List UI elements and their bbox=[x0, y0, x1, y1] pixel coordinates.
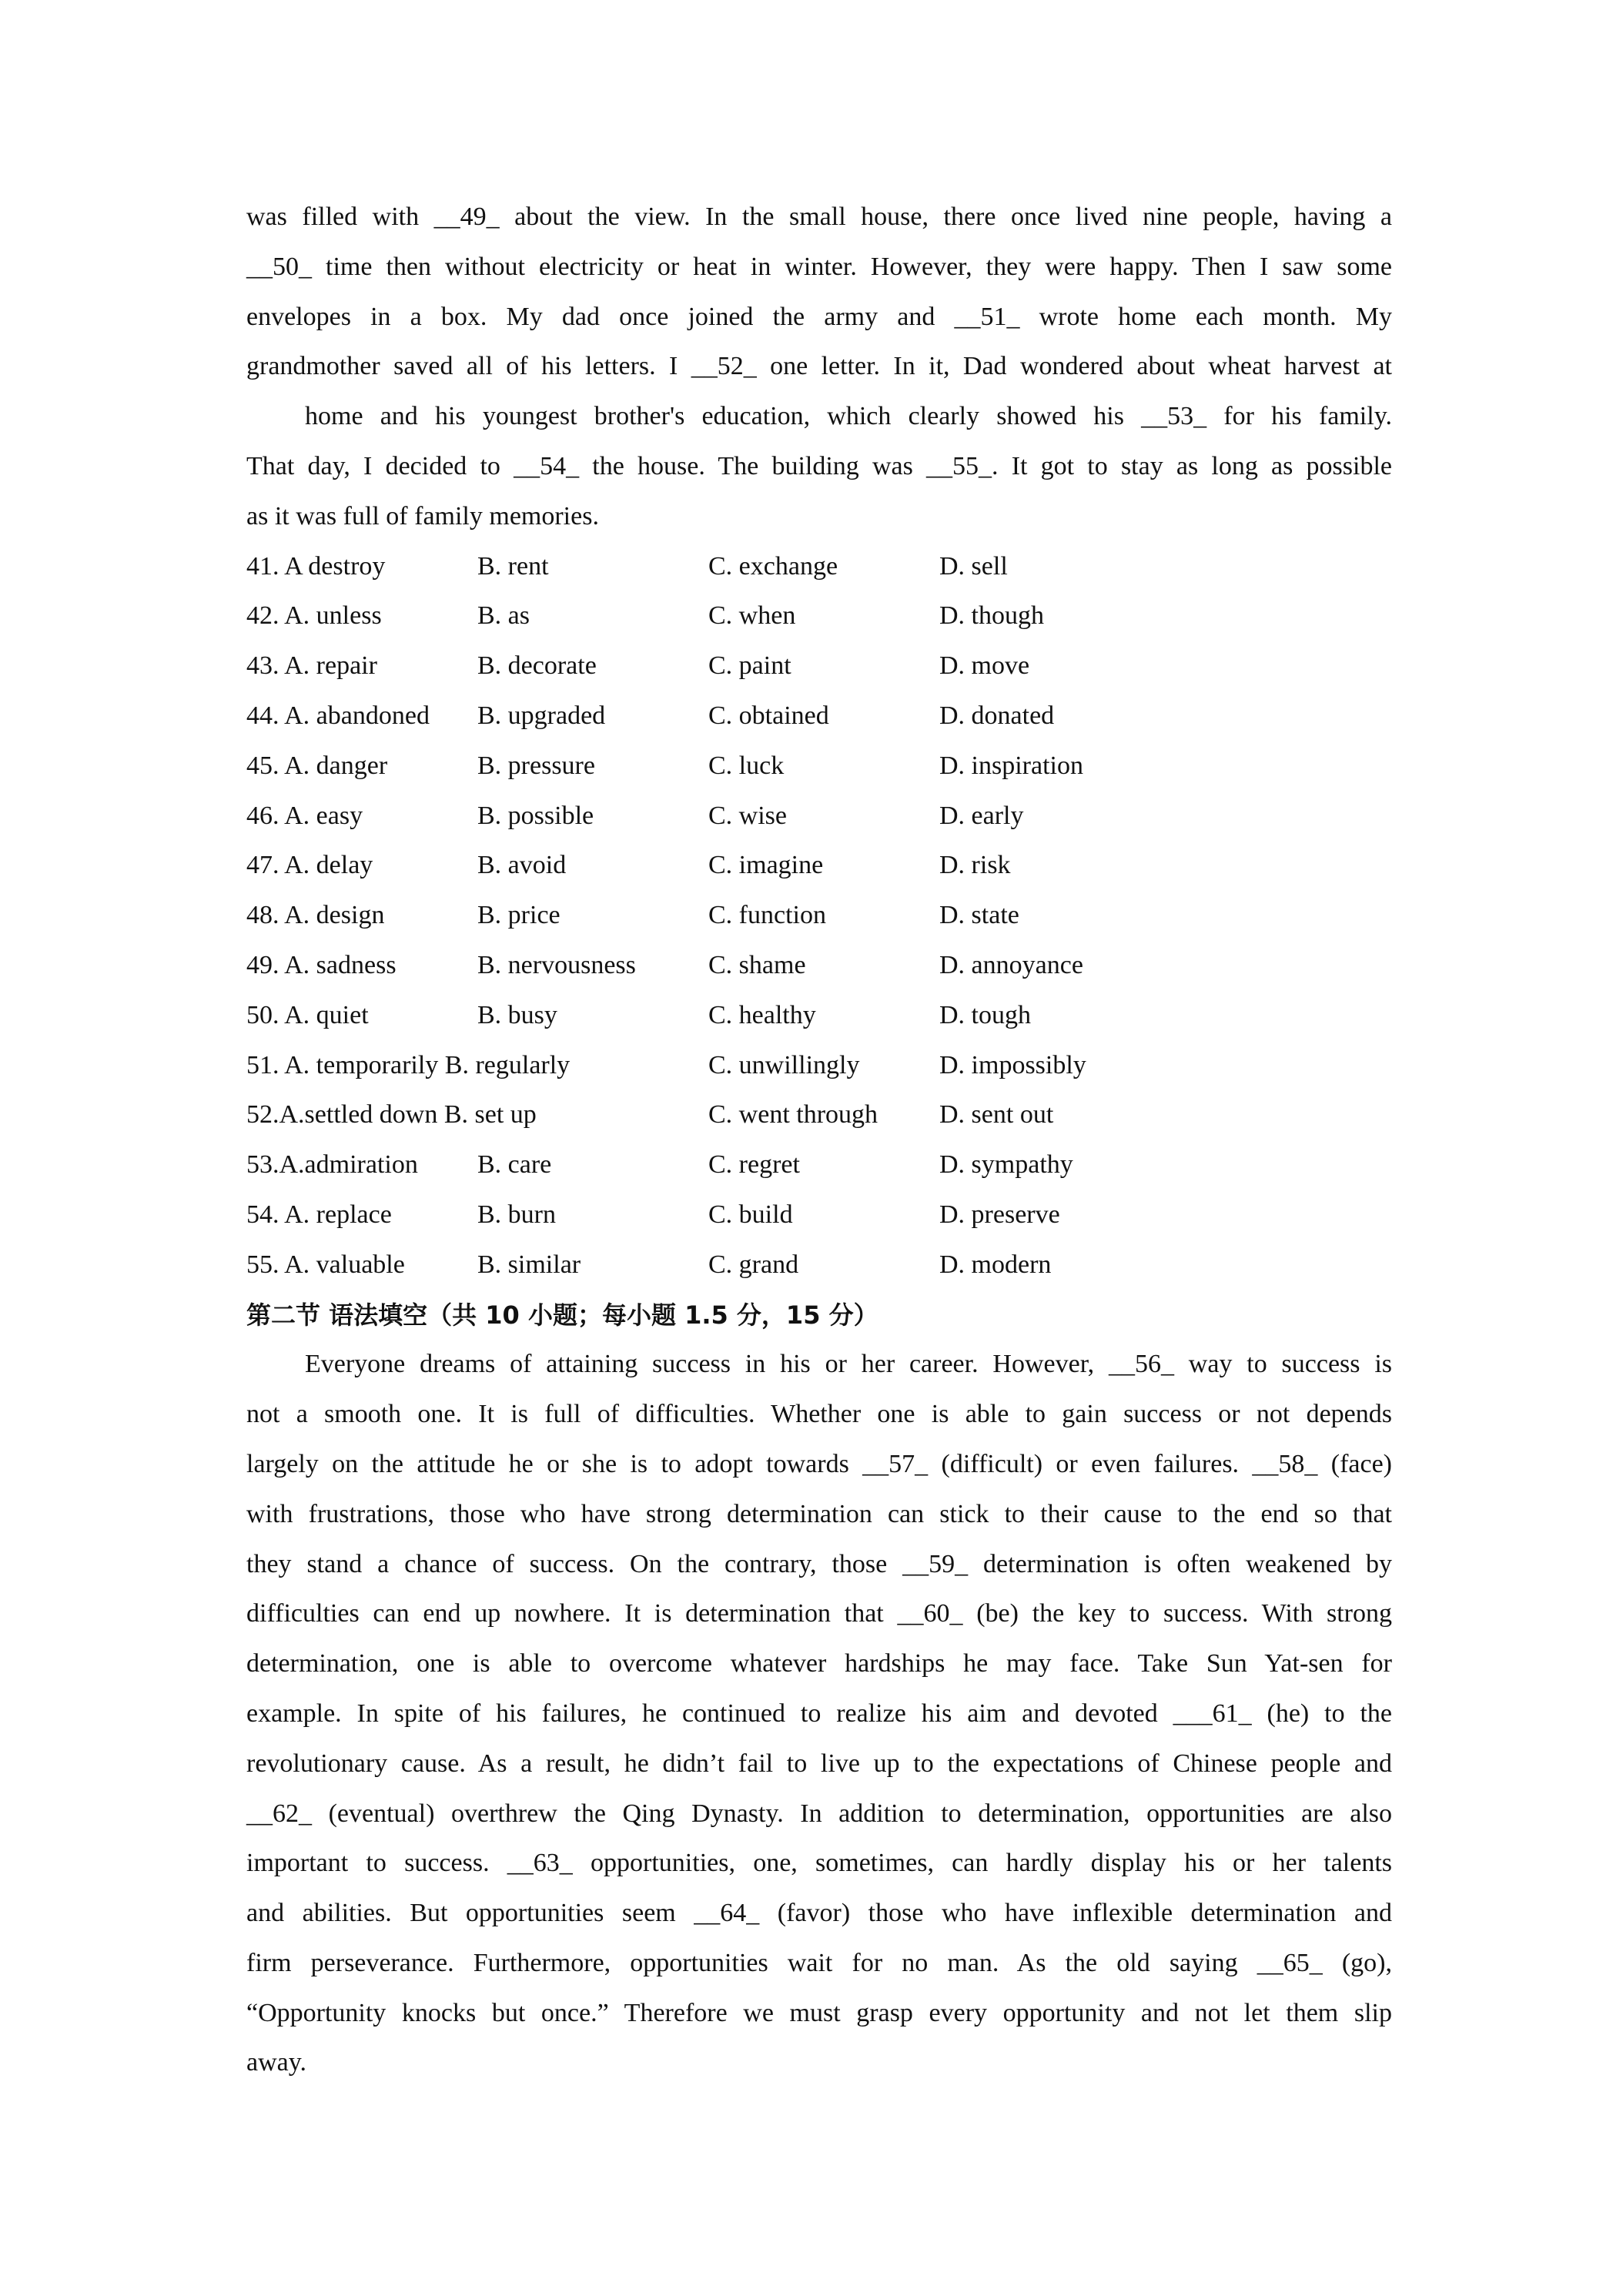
options-list bbox=[246, 542, 1392, 1290]
option-c: C. obtained bbox=[708, 701, 829, 730]
passage-line: That day, I decided to __54_ the house. The building was __55_. It got to stay as long as possible bbox=[246, 451, 1392, 480]
option-a: 47. A. delay bbox=[246, 851, 373, 880]
option-row-55 bbox=[246, 1240, 1392, 1290]
document-page bbox=[246, 192, 1392, 2088]
option-b: B. rent bbox=[477, 551, 549, 581]
option-c: C. healthy bbox=[708, 1000, 816, 1029]
passage-line: “Opportunity knocks but once.” Therefore we must grasp every opportunity and not let them slip bbox=[246, 1998, 1392, 2027]
option-a: 50. A. quiet bbox=[246, 1000, 369, 1029]
passage-line: revolutionary cause. As a result, he didn’t fail to live up to the expectations of Chinese people and bbox=[246, 1749, 1392, 1778]
option-row-41 bbox=[246, 542, 1392, 592]
option-a-b: 51. A. temporarily B. regularly bbox=[246, 1050, 571, 1079]
option-a: 55. A. valuable bbox=[246, 1250, 405, 1279]
option-a: 53.A.admiration bbox=[246, 1150, 418, 1180]
option-b: B. pressure bbox=[477, 751, 595, 780]
option-row-48 bbox=[246, 891, 1392, 941]
option-a: 42. A. unless bbox=[246, 601, 382, 631]
option-c: C. went through bbox=[708, 1100, 878, 1130]
option-d: D. sell bbox=[939, 551, 1008, 581]
option-d: D. state bbox=[939, 901, 1019, 930]
option-c: C. shame bbox=[708, 950, 806, 979]
option-a-b: 52.A.settled down B. set up bbox=[246, 1100, 537, 1130]
option-d: D. early bbox=[939, 801, 1024, 830]
option-b: B. decorate bbox=[477, 651, 597, 681]
option-row-49 bbox=[246, 941, 1392, 991]
option-b: B. care bbox=[477, 1150, 552, 1180]
passage-line: they stand a chance of success. On the contrary, those __59_ determination is often weakened by bbox=[246, 1549, 1392, 1578]
option-c: C. build bbox=[708, 1200, 793, 1229]
option-row-47 bbox=[246, 841, 1392, 891]
passage-line: envelopes in a box. My dad once joined the army and __51_ wrote home each month. My bbox=[246, 302, 1392, 331]
option-d: D. annoyance bbox=[939, 950, 1083, 979]
option-b: B. busy bbox=[477, 1000, 557, 1029]
option-d: D. modern bbox=[939, 1250, 1052, 1279]
option-d: D. donated bbox=[939, 701, 1055, 730]
option-row-42 bbox=[246, 591, 1392, 641]
option-a: 41. A destroy bbox=[246, 551, 386, 581]
passage-line: Everyone dreams of attaining success in his or her career. However, __56_ way to success is bbox=[305, 1350, 1392, 1379]
option-d: D. though bbox=[939, 601, 1044, 631]
option-b: B. nervousness bbox=[477, 950, 636, 979]
option-c: C. imagine bbox=[708, 851, 824, 880]
option-c: C. wise bbox=[708, 801, 787, 830]
option-row-44 bbox=[246, 691, 1392, 741]
option-c: C. function bbox=[708, 901, 826, 930]
option-d: D. preserve bbox=[939, 1200, 1060, 1229]
option-d: D. tough bbox=[939, 1000, 1031, 1029]
option-d: D. sympathy bbox=[939, 1150, 1073, 1180]
passage-line: example. In spite of his failures, he continued to realize his aim and devoted ___61_ (he) to the bbox=[246, 1699, 1392, 1728]
option-a: 45. A. danger bbox=[246, 751, 388, 780]
option-b: B. price bbox=[477, 901, 561, 930]
option-row-45 bbox=[246, 741, 1392, 792]
option-b: B. as bbox=[477, 601, 530, 631]
passage-line: firm perseverance. Furthermore, opportunities wait for no man. As the old saying __65_ (go), bbox=[246, 1948, 1392, 1977]
passage-line: with frustrations, those who have strong determination can stick to their cause to the end so that bbox=[246, 1499, 1392, 1528]
passage-cloze-continued bbox=[246, 192, 1392, 542]
passage-line: not a smooth one. It is full of difficulties. Whether one is able to gain success or not depends bbox=[246, 1400, 1392, 1429]
option-d: D. move bbox=[939, 651, 1030, 681]
passage-line: __62_ (eventual) overthrew the Qing Dynasty. In addition to determination, opportunities are also bbox=[246, 1799, 1392, 1828]
option-c: C. unwillingly bbox=[708, 1050, 860, 1079]
option-d: D. sent out bbox=[939, 1100, 1054, 1130]
option-row-54 bbox=[246, 1190, 1392, 1240]
option-a: 46. A. easy bbox=[246, 801, 363, 830]
option-c: C. exchange bbox=[708, 551, 838, 581]
option-row-46 bbox=[246, 792, 1392, 842]
option-a: 49. A. sadness bbox=[246, 950, 397, 979]
passage-line: largely on the attitude he or she is to adopt towards __57_ (difficult) or even failures. __58_ (face) bbox=[246, 1449, 1392, 1478]
option-row-52 bbox=[246, 1090, 1392, 1140]
option-c: C. when bbox=[708, 601, 796, 631]
section-heading: 第二节 语法填空（共 10 小题；每小题 1.5 分，15 分） bbox=[246, 1300, 878, 1330]
passage-line: was filled with __49_ about the view. In the small house, there once lived nine people, having a bbox=[246, 202, 1392, 231]
option-a: 48. A. design bbox=[246, 901, 385, 930]
passage-line: home and his youngest brother's education, which clearly showed his __53_ for his family. bbox=[305, 402, 1392, 431]
option-d: D. inspiration bbox=[939, 751, 1083, 780]
option-c: C. luck bbox=[708, 751, 785, 780]
passage-line: away. bbox=[246, 2048, 307, 2077]
option-a: 54. A. replace bbox=[246, 1200, 392, 1229]
passage-line: as it was full of family memories. bbox=[246, 501, 599, 530]
option-c: C. paint bbox=[708, 651, 791, 681]
option-b: B. similar bbox=[477, 1250, 581, 1279]
passage-grammar-fill bbox=[246, 1340, 1392, 2088]
option-row-43 bbox=[246, 641, 1392, 691]
passage-line: determination, one is able to overcome whatever hardships he may face. Take Sun Yat-sen for bbox=[246, 1649, 1392, 1678]
option-c: C. regret bbox=[708, 1150, 800, 1180]
option-b: B. burn bbox=[477, 1200, 556, 1229]
option-c: C. grand bbox=[708, 1250, 799, 1279]
option-d: D. risk bbox=[939, 851, 1011, 880]
option-row-53 bbox=[246, 1140, 1392, 1190]
passage-line: and abilities. But opportunities seem __64_ (favor) those who have inflexible determination and bbox=[246, 1899, 1392, 1928]
option-b: B. possible bbox=[477, 801, 594, 830]
passage-line: __50_ time then without electricity or heat in winter. However, they were happy. Then I saw some bbox=[246, 252, 1392, 281]
passage-line: grandmother saved all of his letters. I __52_ one letter. In it, Dad wondered about wheat harvest at bbox=[246, 352, 1392, 381]
option-a: 43. A. repair bbox=[246, 651, 377, 681]
option-a: 44. A. abandoned bbox=[246, 701, 430, 730]
option-row-50 bbox=[246, 991, 1392, 1041]
passage-line: difficulties can end up nowhere. It is determination that __60_ (be) the key to success. With strong bbox=[246, 1599, 1392, 1628]
option-b: B. upgraded bbox=[477, 701, 606, 730]
option-row-51 bbox=[246, 1041, 1392, 1091]
passage-line: important to success. __63_ opportunities, one, sometimes, can hardly display his or her talents bbox=[246, 1849, 1392, 1878]
option-d: D. impossibly bbox=[939, 1050, 1086, 1079]
option-b: B. avoid bbox=[477, 851, 567, 880]
